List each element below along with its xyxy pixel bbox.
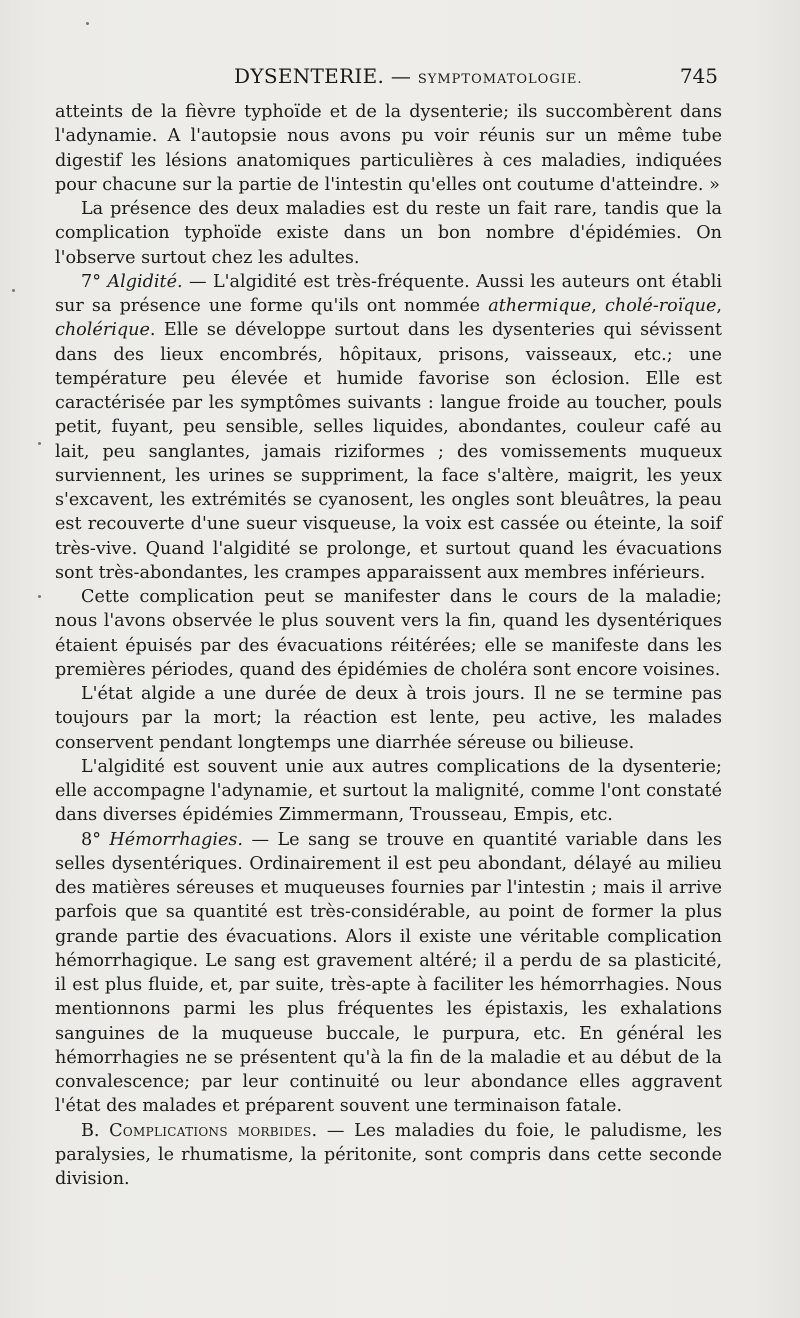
section-subtitle: SYMPTOMATOLOGIE. xyxy=(417,72,583,87)
paragraph-text: La présence des deux maladies est du reste un fait rare, tandis que la complication typhoïde existe dans un bon nombre d'épidémies. On l'observe surtout chez les adultes. xyxy=(55,199,722,268)
section-heading: Algidité. xyxy=(107,271,183,292)
paper-speck xyxy=(38,442,41,445)
section-heading: Hémorrhagies. xyxy=(109,829,244,850)
paper-speck xyxy=(86,22,89,25)
section-algidite xyxy=(55,270,722,585)
paper-speck xyxy=(12,289,15,292)
paragraph xyxy=(55,585,722,682)
section-number: 8° xyxy=(81,829,101,850)
italic-term: cholérique xyxy=(55,320,150,341)
paragraph-text: . Elle se développe surtout dans les dysenteries qui sévissent dans des lieux encombrés, hôpitaux, prisons, vaisseaux, etc.; une température peu élevée et humide favorise son éclosion. Elle est caractérisée par les symptômes suivants : langue froide au toucher, pouls petit, fuyant, peu sensible, selles liquides, abondantes, couleur café au lait, peu sanglantes, jamais riziformes ; des vomissements muqueux surviennent, les urines se suppriment, la face s'altère, maigrit, les yeux s'excavent, les extrémités se cyanosent, les ongles sont bleuâtres, la peau est recouverte d'une sueur visqueuse, la voix est cassée ou éteinte, la soif très-vive. Quand l'algidité se prolonge, et surtout quand les évacuations sont très-abondantes, les crampes apparaissent aux membres inférieurs. xyxy=(55,320,722,583)
punctuation: , xyxy=(716,296,723,316)
section-number: B. xyxy=(81,1120,100,1141)
running-title xyxy=(234,64,582,88)
paragraph-continuation xyxy=(55,100,722,197)
chapter-title: DYSENTERIE. xyxy=(234,64,385,88)
paragraph-text: L'algidité est souvent unie aux autres complications de la dysenterie; elle accompagne l'adynamie, et surtout la malignité, comme l'ont constaté dans diverses épidémies Zimmermann, Trousseau, Empis, etc. xyxy=(55,756,722,826)
paragraph-text: Cette complication peut se manifester dans le cours de la maladie; nous l'avons observée le plus souvent vers la fin, quand les dysentériques étaient épuisés par des évacuations réitérées; elle se manifeste dans les premières périodes, quand des épidémies de choléra sont encore voisines. xyxy=(55,587,722,680)
paragraph-text: — L'algidité est très-fréquente. Aussi les auteurs ont établi sur sa présence une forme qu'ils ont nommée xyxy=(55,271,722,316)
body-text xyxy=(55,100,722,1191)
paragraph-text: — Les maladies du foie, le paludisme, les paralysies, le rhumatisme, la péritonite, sont compris dans cette seconde division. xyxy=(55,1120,722,1189)
section-hemorrhagies xyxy=(55,828,722,1119)
paragraph xyxy=(55,682,722,755)
section-complications-morbides xyxy=(55,1119,722,1192)
italic-term: cholé-roïque xyxy=(605,296,717,316)
header-dash: — xyxy=(390,64,412,88)
section-heading: Complications morbides. xyxy=(109,1120,318,1141)
italic-term: athermique xyxy=(488,296,592,316)
punctuation: , xyxy=(591,296,606,316)
section-number: 7° xyxy=(81,271,101,292)
page-header xyxy=(54,64,722,96)
paragraph xyxy=(55,197,722,270)
paragraph-text: L'état algide a une durée de deux à trois jours. Il ne se termine pas toujours par la mort; la réaction est lente, peu active, les malades conservent pendant longtemps une diarrhée séreuse ou bilieuse. xyxy=(55,684,722,753)
paragraph-text: atteints de la fièvre typhoïde et de la dysenterie; ils succombèrent dans l'adynamie. A l'autopsie nous avons pu voir réunis sur un même tube digestif les lésions anatomiques particulières à ces maladies, indiquées pour chacune sur la partie de l'intestin qu'elles ont coutume d'atteindre. » xyxy=(55,102,722,195)
page-number: 745 xyxy=(679,64,718,88)
paragraph xyxy=(55,755,722,828)
paragraph-text: — Le sang se trouve en quantité variable dans les selles dysentériques. Ordinairement il est peu abondant, délayé au milieu des matières séreuses et muqueuses fournies par l'intestin ; mais il arrive parfois que sa quantité est très-considérable, au point de former la plus grande partie des évacuations. Alors il existe une véritable complication hémorrhagique. Le sang est gravement altéré; il a perdu de sa plasticité, il est plus fluide, et, par suite, très-apte à faciliter les hémorrhagies. Nous mentionnons parmi les plus fréquentes les épistaxis, les exhalations sanguines de la muqueuse buccale, le purpura, etc. En général les hémorrhagies ne se présentent qu'à la fin de la maladie et au début de la convalescence; par leur continuité ou leur abondance elles aggravent l'état des malades et préparent souvent une terminaison fatale. xyxy=(55,829,722,1117)
paper-speck xyxy=(38,595,41,598)
